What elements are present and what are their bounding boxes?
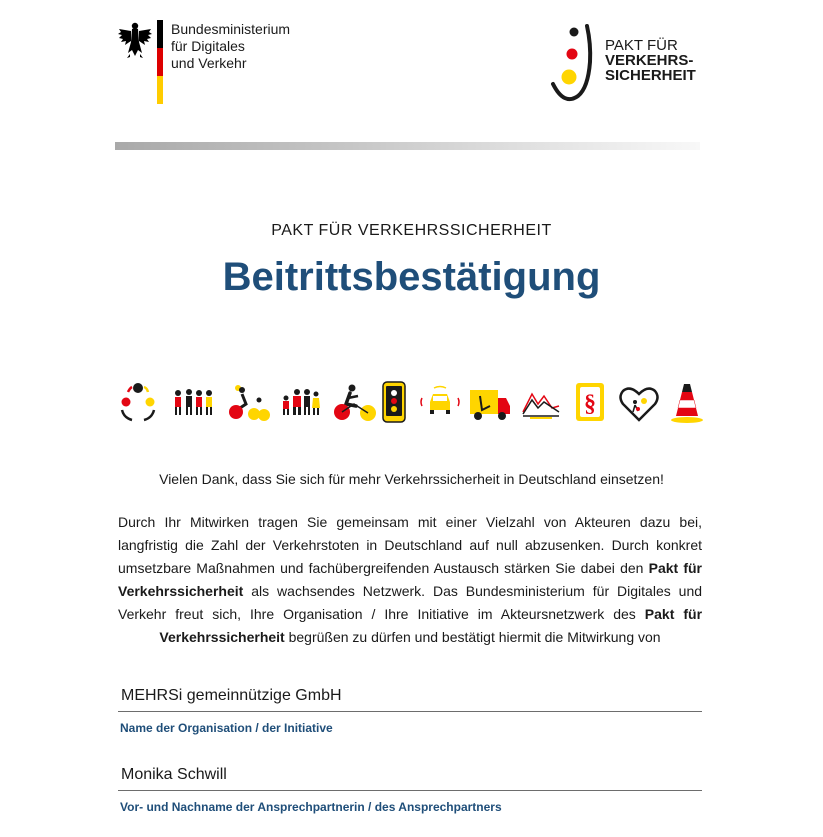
pakt-logo-line-2: VERKEHRS- bbox=[605, 52, 694, 69]
ministry-name-line-2: für Digitales bbox=[171, 38, 245, 54]
pakt-logo bbox=[550, 22, 710, 106]
organisation-name-label: Name der Organisation / der Initiative bbox=[120, 721, 333, 735]
confirmation-paragraph bbox=[118, 511, 702, 649]
pakt-logo-line-3: SICHERHEIT bbox=[605, 67, 696, 84]
heart-icon bbox=[618, 380, 660, 426]
cyclist-child-icon bbox=[224, 380, 272, 426]
family-icon bbox=[280, 380, 320, 426]
theme-icon-row bbox=[116, 380, 706, 426]
document-title: Beitrittsbestätigung bbox=[222, 255, 601, 299]
contact-name-value: Monika Schwill bbox=[121, 766, 227, 783]
pakt-logo-mark-icon bbox=[550, 22, 600, 106]
ministry-name-line-3: und Verkehr bbox=[171, 55, 247, 71]
paragraph-law-icon bbox=[574, 380, 606, 426]
truck-icon bbox=[470, 380, 510, 426]
road-landscape-icon bbox=[522, 380, 560, 426]
svg-text:§: § bbox=[584, 391, 596, 417]
connected-car-icon bbox=[418, 380, 462, 426]
document-overline: PAKT FÜR VERKEHRSSICHERHEIT bbox=[271, 222, 552, 239]
header-divider bbox=[115, 142, 700, 150]
contact-underline bbox=[118, 790, 702, 791]
organisation-underline bbox=[118, 711, 702, 712]
paragraph-part-1: Durch Ihr Mitwirken tragen Sie gemeinsam mit einer Vielzahl von Akteuren dazu bei, langfristig die Zahl der Verkehrstoten in Deutschland auf null abzusenken. Durch konkret umsetzbare Maßnahmen und fachübergreifenden Austausch stärken Sie dabei den bbox=[118, 514, 702, 576]
german-flag-bar bbox=[157, 20, 163, 104]
contact-name-label: Vor- und Nachname der Ansprechpartnerin / des Ansprechpartners bbox=[120, 800, 502, 814]
traffic-cone-icon bbox=[670, 380, 704, 426]
ministry-name bbox=[171, 21, 371, 72]
contact-field bbox=[118, 763, 702, 814]
pakt-bold-1: Pakt für Verkehrssicherheit bbox=[118, 560, 703, 599]
thank-you-text: Vielen Dank, dass Sie sich für mehr Verkehrssicherheit in Deutschland einsetzen! bbox=[159, 471, 664, 487]
smartphone-icon bbox=[382, 380, 406, 426]
pakt-bold-2: Pakt für Verkehrssicherheit bbox=[159, 606, 703, 645]
pedestrians-icon bbox=[172, 380, 214, 426]
pakt-logo-line-1: PAKT FÜR bbox=[605, 37, 678, 54]
organisation-field bbox=[118, 684, 702, 735]
paragraph-part-3: begrüßen zu dürfen und bestätigt hiermit die Mitwirkung von bbox=[288, 629, 661, 645]
cyclist-icon bbox=[330, 380, 380, 426]
organisation-name-value: MEHRSi gemeinnützige GmbH bbox=[121, 687, 342, 704]
federal-eagle-icon bbox=[118, 20, 152, 60]
people-circle-icon bbox=[116, 380, 160, 426]
ministry-name-line-1: Bundesministerium bbox=[171, 21, 291, 37]
paragraph-part-2: als wachsendes Netzwerk. Das Bundesministerium für Digitales und Verkehr freut sich, Ihre Organisation / Ihre Initiative im Akteursnetzwerk des bbox=[118, 583, 703, 622]
